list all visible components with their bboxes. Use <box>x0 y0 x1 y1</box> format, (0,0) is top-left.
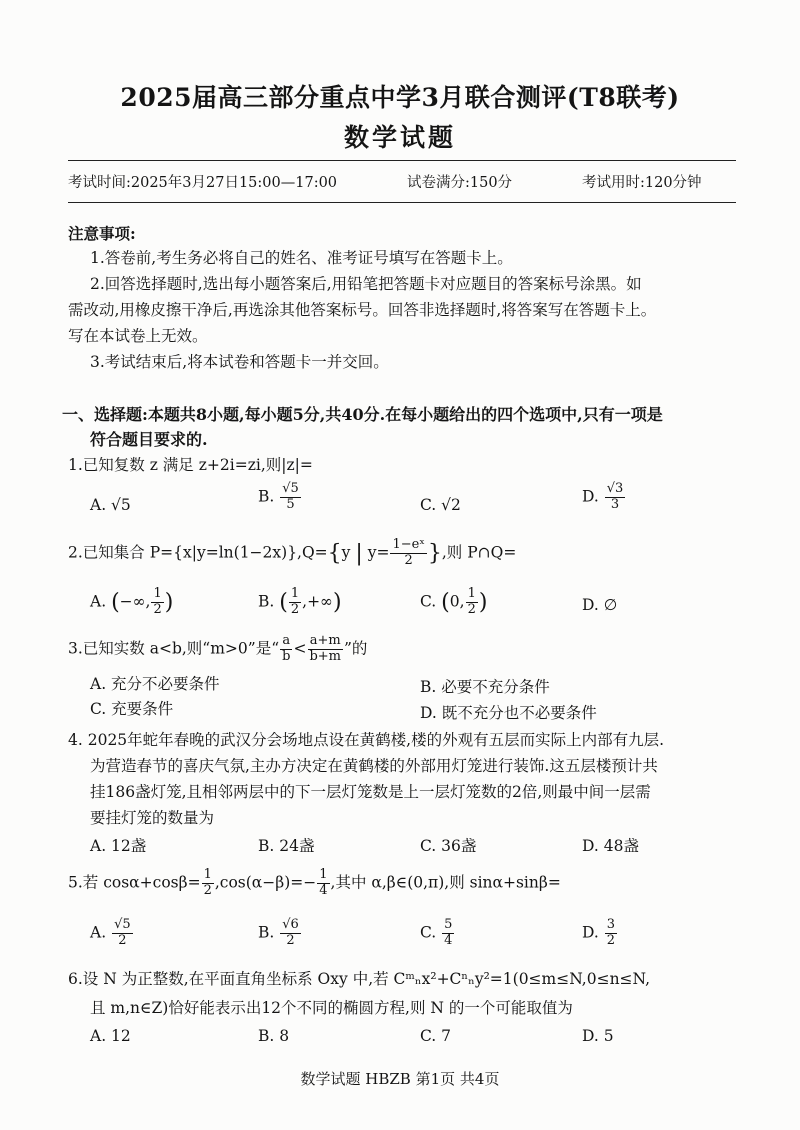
q2-option-d: D. ∅ <box>582 596 618 614</box>
q4-option-b: B. 24盏 <box>258 837 315 855</box>
q3-option-c: C. 充要条件 <box>90 700 174 718</box>
q5-option-c: C. $\frac{5}{4}$ <box>420 917 453 948</box>
q2-option-c: C. (0, $\frac{1}{2}$ ) <box>420 586 488 617</box>
question-4-line: 要挂灯笼的数量为 <box>90 809 215 827</box>
q1-option-b: B. $\frac{√5}{5}$ <box>258 481 299 512</box>
bottom-rule <box>68 202 736 203</box>
q3-option-d: D. 既不充分也不必要条件 <box>420 704 597 722</box>
question-6-line: 6.设 N 为正整数,在平面直角坐标系 Oxy 中,若 Cᵐₙx²+Cⁿₙy²=1(0≤m≤N,0≤n≤N, <box>68 970 651 988</box>
q5-option-a: A. $\frac{√5}{2}$ <box>90 917 131 948</box>
q1-option-a: A. √5 <box>90 496 131 514</box>
note-item: 1.答卷前,考生务必将自己的姓名、准考证号填写在答题卡上。 <box>90 249 513 267</box>
question-3-stem: 3.已知实数 a<b,则“m>0”是“ $\frac{a}{b}$ < $\frac{a+m}{b+m}$ ”的 <box>68 633 368 664</box>
question-1-stem: 1.已知复数 z 满足 z+2i=zi,则|z|= <box>68 456 313 474</box>
page-footer: 数学试题 HBZB 第1页 共4页 <box>300 1070 500 1088</box>
question-4-line: 4. 2025年蛇年春晚的武汉分会场地点设在黄鹤楼,楼的外观有五层而实际上内部有九层. <box>68 731 665 749</box>
exam-duration: 考试用时:120分钟 <box>582 175 702 191</box>
q6-option-c: C. 7 <box>420 1027 452 1045</box>
subject-title: 数学试题 <box>343 123 456 152</box>
question-5-stem: 5.若 cosα+cosβ= $\frac{1}{2}$ ,cos(α−β)=− $\frac{1}{4}$ ,其中 α,β∈(0,π),则 sinα+sinβ= <box>68 867 561 898</box>
q5-option-b: B. $\frac{√6}{2}$ <box>258 917 299 948</box>
q3-option-a: A. 充分不必要条件 <box>90 675 220 693</box>
q6-option-d: D. 5 <box>582 1027 614 1045</box>
exam-title: 2025届高三部分重点中学3月联合测评(T8联考) <box>120 83 680 112</box>
q2-option-a: A. (−∞, $\frac{1}{2}$ ) <box>90 586 174 617</box>
note-item: 2.回答选择题时,选出每小题答案后,用铅笔把答题卡对应题目的答案标号涂黑。如 <box>90 275 642 293</box>
question-4-line: 为营造春节的喜庆气氛,主办方决定在黄鹤楼的外部用灯笼进行装饰.这五层楼预计共 <box>90 757 658 775</box>
q4-option-c: C. 36盏 <box>420 837 477 855</box>
note-item: 写在本试卷上无效。 <box>68 327 208 345</box>
note-item: 3.考试结束后,将本试卷和答题卡一并交回。 <box>90 353 389 371</box>
note-item: 需改动,用橡皮擦干净后,再选涂其他答案标号。回答非选择题时,将答案写在答题卡上。 <box>68 301 657 319</box>
question-6-line: 且 m,n∈Z)恰好能表示出12个不同的椭圆方程,则 N 的一个可能取值为 <box>90 999 573 1017</box>
notes-heading: 注意事项: <box>68 224 136 243</box>
q4-option-d: D. 48盏 <box>582 837 639 855</box>
question-4-line: 挂186盏灯笼,且相邻两层中的下一层灯笼数是上一层灯笼数的2倍,则最中间一层需 <box>90 783 651 801</box>
exam-time: 考试时间:2025年3月27日15:00—17:00 <box>68 175 338 191</box>
q6-option-a: A. 12 <box>90 1027 131 1045</box>
q5-option-d: D. $\frac{3}{2}$ <box>582 917 616 948</box>
section-heading-cont: 符合题目要求的. <box>90 430 208 449</box>
q1-option-d: D. $\frac{√3}{3}$ <box>582 481 624 512</box>
q1-option-c: C. √2 <box>420 496 461 514</box>
top-rule <box>68 160 736 161</box>
q2-option-b: B. ( $\frac{1}{2}$ ,+∞) <box>258 586 342 617</box>
q6-option-b: B. 8 <box>258 1027 290 1045</box>
q4-option-a: A. 12盏 <box>90 837 147 855</box>
full-score: 试卷满分:150分 <box>407 175 513 191</box>
section-heading: 一、选择题:本题共8小题,每小题5分,共40分.在每小题给出的四个选项中,只有一项是 <box>62 405 663 424</box>
question-2-stem: 2.已知集合 P={x|y=ln(1−2x)},Q={y | y= $\frac{\text{1−eˣ}}{2}$ },则 P∩Q= <box>68 537 517 568</box>
q3-option-b: B. 必要不充分条件 <box>420 678 550 696</box>
